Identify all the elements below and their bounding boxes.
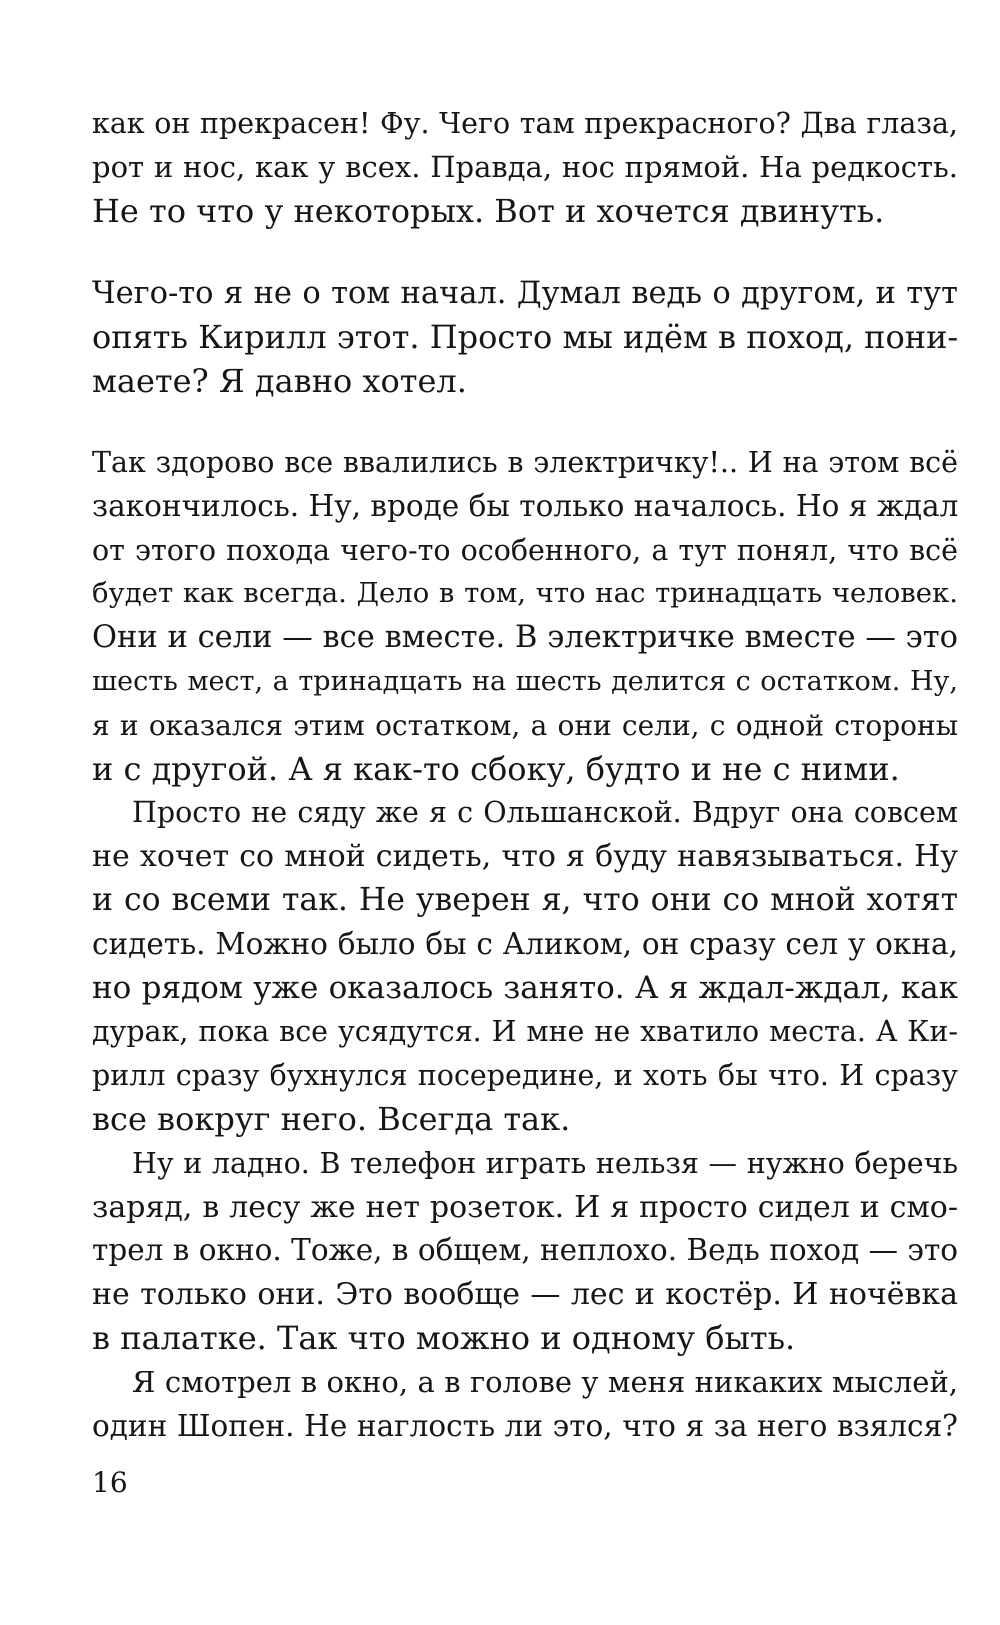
text-line: заряд, в лесу же нет розеток. И я просто сидел и смо- xyxy=(92,1189,958,1225)
text-line: и с другой. А я как-то сбоку, будто и не с ними. xyxy=(92,749,900,788)
text-line: но рядом уже оказалось занято. А я ждал-ждал, как xyxy=(92,969,958,1006)
text-line: Ну и ладно. В телефон играть нельзя — нужно беречь xyxy=(132,1146,958,1180)
text-line: не только они. Это вообще — лес и костёр. И ночёвка xyxy=(92,1277,958,1313)
text-line: я и оказался этим остатком, а они сели, с одной стороны xyxy=(92,708,958,742)
text-line: все вокруг него. Всегда так. xyxy=(92,1099,571,1138)
text-line: не хочет со мной сидеть, что я буду навязываться. Ну xyxy=(92,839,958,875)
text-line: как он прекрасен! Фу. Чего там прекрасного? Два глаза, xyxy=(92,107,958,140)
text-line: трел в окно. Тоже, в общем, неплохо. Ведь поход — это xyxy=(92,1233,959,1268)
paragraph-1 xyxy=(92,102,958,233)
text-line: Просто не сяду же я с Ольшанской. Вдруг она совсем xyxy=(132,796,958,830)
text-line: шесть мест, а тринадцать на шесть делится с остатком. Ну, xyxy=(92,665,958,697)
text-line: Они и сели — все вместе. В электричке вместе — это xyxy=(92,620,958,656)
text-line: один Шопен. Не наглость ли это, что я за него взялся? xyxy=(92,1408,958,1443)
text-line: закончилось. Ну, вроде бы только началось. Но я ждал xyxy=(92,488,959,523)
text-line: от этого похода чего-то особенного, а тут понял, что всё xyxy=(92,533,958,567)
text-line: сидеть. Можно было бы с Аликом, он сразу сел у окна, xyxy=(92,926,958,961)
paragraph-3 xyxy=(92,441,958,1448)
text-line: Так здорово все ввалились в электричку!.. И на этом всё xyxy=(92,446,958,479)
text-line: дурак, пока все усядутся. И мне не хватило места. А Ки- xyxy=(92,1015,958,1049)
text-line: рот и нос, как у всех. Правда, нос прямой. На редкость. xyxy=(92,149,958,184)
text-line: маете? Я давно хотел. xyxy=(92,361,467,400)
page-number: 16 xyxy=(92,1466,128,1499)
text-line: в палатке. Так что можно и одному быть. xyxy=(92,1318,796,1357)
text-line: Я смотрел в окно, а в голове у меня никаких мыслей, xyxy=(132,1364,958,1399)
paragraph-2 xyxy=(92,272,958,403)
text-line: рилл сразу бухнулся посередине, и хоть бы что. И сразу xyxy=(92,1059,958,1093)
text-line: будет как всегда. Дело в том, что нас тринадцать человек. xyxy=(92,577,958,610)
text-line: и со всеми так. Не уверен я, что они со мной хотят xyxy=(92,881,958,918)
text-line: опять Кирилл этот. Просто мы идём в поход, пони- xyxy=(92,317,959,356)
text-line: Не то что у некоторых. Вот и хочется двинуть. xyxy=(92,191,885,230)
text-line: Чего-то я не о том начал. Думал ведь о другом, и тут xyxy=(92,276,958,311)
